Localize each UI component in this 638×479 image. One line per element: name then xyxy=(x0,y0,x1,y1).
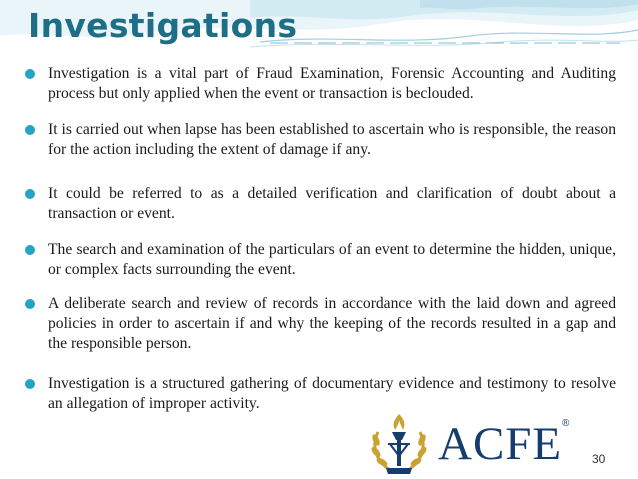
page-number: 30 xyxy=(592,452,606,466)
bullet-text: A deliberate search and review of records in accordance with the laid down and agreed policies in order to ascertain if and why the keeping of the records resulted in a gap and the responsible person. xyxy=(48,295,616,352)
bullet-marker-icon xyxy=(25,69,35,79)
logo-text: ACFE xyxy=(438,418,563,470)
acfe-logo xyxy=(364,410,618,479)
bullet-item xyxy=(22,240,616,280)
bullet-text: It could be referred to as a detailed verification and clarification of doubt about a transaction or event. xyxy=(48,185,616,222)
bullet-item xyxy=(22,294,616,354)
bullet-marker-icon xyxy=(25,189,35,199)
bullet-text: Investigation is a structured gathering of documentary evidence and testimony to resolve an allegation of improper activity. xyxy=(48,375,616,412)
torch-laurel-emblem-icon xyxy=(364,410,434,479)
bullet-text: It is carried out when lapse has been established to ascertain who is responsible, the reason for the action including the extent of damage if any. xyxy=(48,121,616,158)
bullet-item xyxy=(22,64,616,104)
bullet-text: Investigation is a vital part of Fraud Examination, Forensic Accounting and Auditing process but only applied when the event or transaction is beclouded. xyxy=(48,65,616,102)
registered-mark: ® xyxy=(562,418,570,429)
bullet-item xyxy=(22,120,616,160)
slide-title: Investigations xyxy=(28,6,298,45)
bullet-marker-icon xyxy=(25,299,35,309)
bullet-marker-icon xyxy=(25,125,35,135)
bullet-marker-icon xyxy=(25,379,35,389)
bullet-text: The search and examination of the particulars of an event to determine the hidden, unique, or complex facts surrounding the event. xyxy=(48,241,616,278)
bullet-marker-icon xyxy=(25,245,35,255)
bullet-item xyxy=(22,184,616,224)
bullet-item xyxy=(22,374,616,414)
